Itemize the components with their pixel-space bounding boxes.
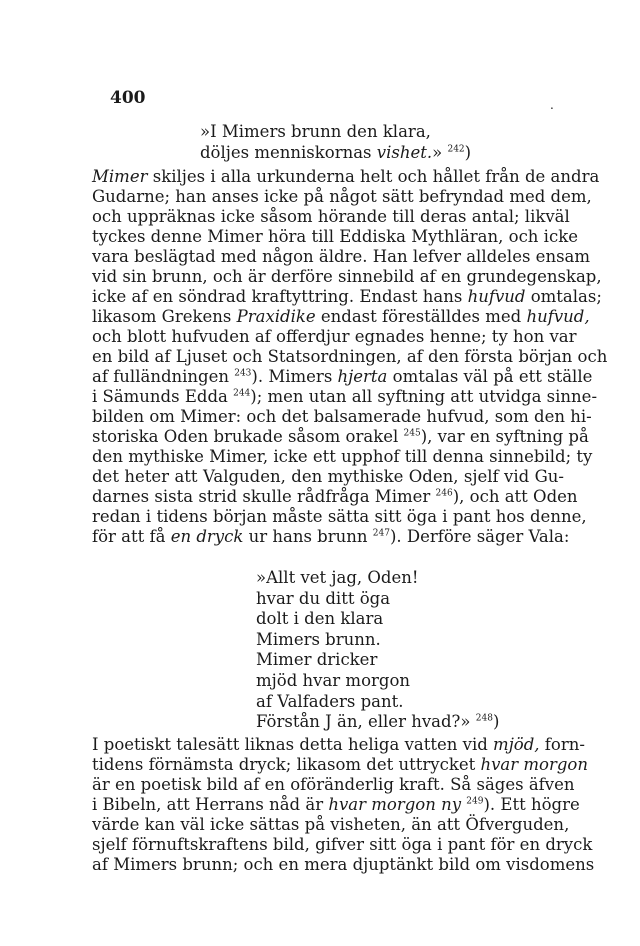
italic-term: Praxidike (236, 307, 316, 326)
text-segment: Förstån J än, eller hvad?» (256, 712, 476, 732)
text-line: en bild af Ljuset och Statsordningen, af den första början och (92, 347, 608, 366)
page-number: 400 (110, 88, 146, 108)
italic-term: Mimer (92, 167, 148, 186)
text-line (92, 167, 600, 187)
text-line: det heter att Valguden, den mythiske Oden, sjelf vid Gu- (92, 467, 564, 486)
footnote-ref: 245 (403, 428, 421, 439)
text-line: är en poetisk bild af en oföränderlig kraft. Så säges äfven (92, 775, 575, 794)
poem-line: hvar du ditt öga (256, 588, 391, 608)
text-line (92, 367, 593, 387)
poem-line: Mimer dricker (256, 650, 378, 670)
italic-term: hufvud, (526, 307, 590, 326)
text-segment: skiljes i alla urkunderna helt och hållet från de andra (147, 167, 600, 186)
corner-mark: . (550, 98, 554, 112)
text-segment: I poetiskt talesätt liknas detta heliga vatten vid (92, 735, 494, 754)
epigraph (200, 121, 471, 163)
footnote-ref: 249 (466, 796, 484, 807)
text-line: värde kan väl icke sättas på visheten, än att Öfverguden, (92, 815, 570, 834)
text-segment: ) (492, 712, 500, 732)
text-segment: likasom Grekens (92, 307, 237, 326)
text-line (92, 427, 589, 447)
text-line (92, 527, 570, 547)
text-line (92, 795, 580, 815)
text-line (92, 755, 588, 775)
text-line: af Mimers brunn; och en mera djuptänkt bild om visdomens (92, 855, 595, 874)
poem-vala (256, 568, 499, 733)
text-line (92, 287, 602, 307)
text-segment: forn- (539, 735, 585, 754)
text-segment: i Bibeln, att Herrans nåd är (92, 795, 329, 814)
paragraph-poetic (92, 735, 595, 875)
text-segment: ). Mimers (251, 367, 338, 386)
text-line: vara beslägtad med någon äldre. Han lefver alldeles ensam (92, 247, 591, 266)
italic-term: hjerta (337, 367, 388, 386)
epigraph-line-2-end: ) (464, 143, 472, 162)
text-segment: ). Ett högre (483, 795, 580, 814)
poem-line: mjöd hvar morgon (256, 670, 411, 690)
text-segment: ), och att Oden (452, 487, 578, 506)
poem-line: Mimers brunn. (256, 629, 381, 649)
footnote-ref: 248 (475, 713, 493, 724)
text-segment: ). Derföre säger Vala: (389, 527, 570, 546)
footnote-ref: 244 (233, 388, 251, 399)
text-line (92, 387, 598, 407)
epigraph-line-2-start: döljes menniskornas (200, 143, 377, 162)
text-line (92, 307, 590, 327)
text-segment: storiska Oden brukade såsom orakel (92, 427, 404, 446)
text-segment: tidens förnämsta dryck; likasom det uttrycket (92, 755, 481, 774)
text-line (92, 487, 578, 507)
epigraph-line-2 (200, 142, 471, 163)
text-segment: af fulländningen (92, 367, 235, 386)
text-line: och blott hufvuden af offerdjur egnades henne; ty hon var (92, 327, 577, 346)
epigraph-line-2-italic: vishet. (376, 143, 433, 162)
text-line: och uppräknas icke såsom hörande till deras antal; likväl (92, 207, 570, 226)
text-line: sjelf förnuftskraftens bild, gifver sitt öga i pant för en dryck (92, 835, 593, 854)
text-segment: ur hans brunn (243, 527, 373, 546)
text-segment: ); men utan all syftning att utvidga sinne- (250, 387, 598, 406)
text-line: vid sin brunn, och är derföre sinnebild af en grundegenskap, (92, 267, 602, 286)
italic-term: hufvud (467, 287, 526, 306)
footnote-ref: 247 (372, 528, 390, 539)
text-line: tyckes denne Mimer höra till Eddiska Mythläran, och icke (92, 227, 578, 246)
text-line: bilden om Mimer: och det balsamerade hufvud, som den hi- (92, 407, 592, 426)
italic-term: mjöd, (493, 735, 540, 754)
text-line (92, 735, 585, 755)
poem-line: »Allt vet jag, Oden! (256, 568, 419, 587)
poem-line (256, 712, 499, 733)
text-segment: icke af en söndrad kraftyttring. Endast hans (92, 287, 468, 306)
text-line: den mythiske Mimer, icke ett upphof till denna sinnebild; ty (92, 447, 593, 466)
epigraph-line-1: »I Mimers brunn den klara, (200, 122, 431, 141)
epigraph-line-2-quote: » (432, 143, 448, 162)
poem-line: dolt i den klara (256, 609, 384, 629)
italic-term: hvar morgon ny (328, 795, 462, 814)
poem-line: af Valfaders pant. (256, 691, 404, 711)
text-line: Gudarne; han anses icke på något sätt befryndad med dem, (92, 187, 592, 206)
italic-term: en dryck (170, 527, 244, 546)
text-segment: i Sämunds Edda (92, 387, 234, 406)
text-segment: omtalas väl på ett ställe (387, 367, 593, 386)
text-segment: darnes sista strid skulle rådfråga Mimer (92, 487, 436, 506)
paragraph-mimer (92, 167, 608, 547)
text-segment: ), var en syftning på (420, 427, 589, 446)
footnote-ref: 246 (435, 488, 453, 499)
footnote-ref: 242 (447, 144, 465, 155)
text-segment: för att få (92, 527, 171, 546)
text-segment: endast föreställdes med (315, 307, 527, 326)
italic-term: hvar morgon (480, 755, 588, 774)
text-segment: omtalas; (525, 287, 602, 306)
footnote-ref: 243 (234, 368, 252, 379)
text-line: redan i tidens början måste sätta sitt öga i pant hos denne, (92, 507, 587, 526)
